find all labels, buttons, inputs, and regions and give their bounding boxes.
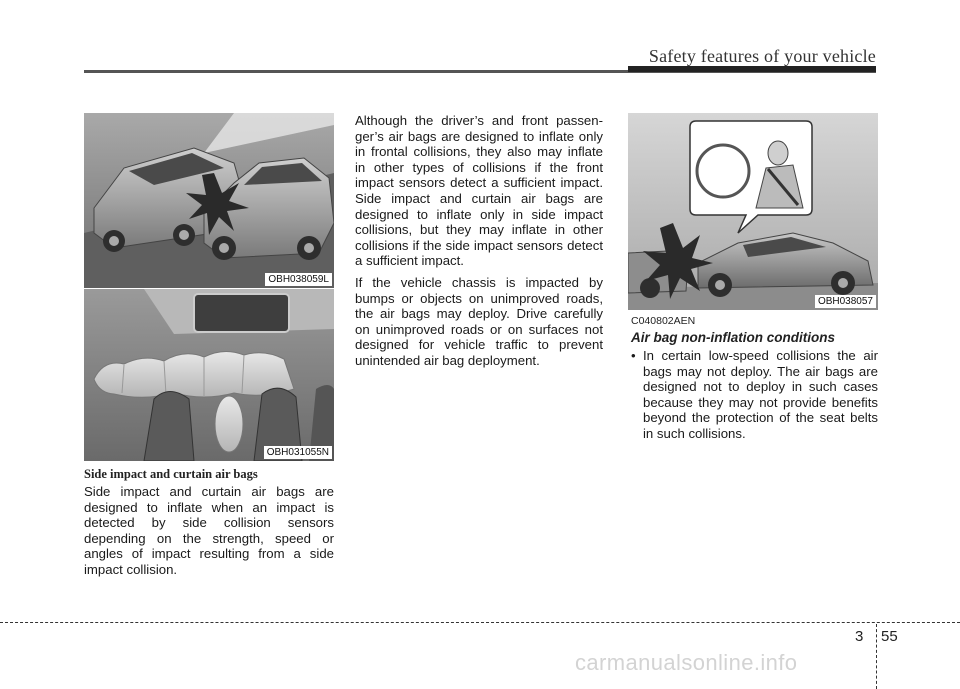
page-header-title: Safety features of your vehicle [648,46,876,66]
paragraph-front-airbags: Although the driver’s and front passen-ger’s air bags are designed to inflate only in frontal collisions, they also may inflate in other types of collisions if the front impact sensors detect a sufficient impact. Side impact and curtain air bags are designed to inflate only in side impact collisions, but they may inflate in other collisions if the side impact sensors detect a sufficient impact. [355,113,603,269]
side-impact-body [84,484,334,584]
figure-code-label: OBH038059L [265,273,332,286]
non-inflation-list [631,348,878,442]
list-item [631,348,878,442]
bullet-dot-icon: • [631,348,636,363]
paragraph-chassis-impact: If the vehicle chassis is impacted by bumps or objects on unimproved roads, the air bags may deploy. Drive carefully on unimproved roads or on surfaces not designed for vehicle traffic to prevent unintended air bag deployment. [355,274,603,368]
figure-code-label: OBH031055N [264,446,332,459]
section-heading: Air bag non-inflation conditions [631,330,835,345]
front-collision-illustration [84,113,334,288]
figure-code-label: OBH038057 [815,295,876,308]
figure-front-collision [84,113,334,288]
page-section-number: 3 [855,628,864,645]
footer-divider [0,622,960,623]
list-item-text: In certain low-speed collisions the air bags may not deploy. The air bags are designed not to deploy in such cases because they may not provide benefits beyond the protection of the seat belts in such collisions. [643,348,878,441]
curtain-airbag-illustration [84,289,334,461]
side-impact-heading: Side impact and curtain air bags [84,467,258,481]
header-tab-accent [628,66,876,72]
middle-column-text [355,113,603,375]
watermark-text: carmanualsonline.info [575,650,798,675]
side-impact-paragraph: Side impact and curtain air bags are designed to inflate when an impact is detected by side collision sensors depending on the strength, speed or angles of impact resulting from a side impact collision. [84,484,334,577]
footer-vertical-divider [876,624,877,689]
section-code: C040802AEN [631,315,696,327]
figure-side-collision [628,113,878,310]
figure-curtain-airbag [84,289,334,461]
side-collision-illustration [628,113,878,310]
page-number: 55 [881,628,898,645]
